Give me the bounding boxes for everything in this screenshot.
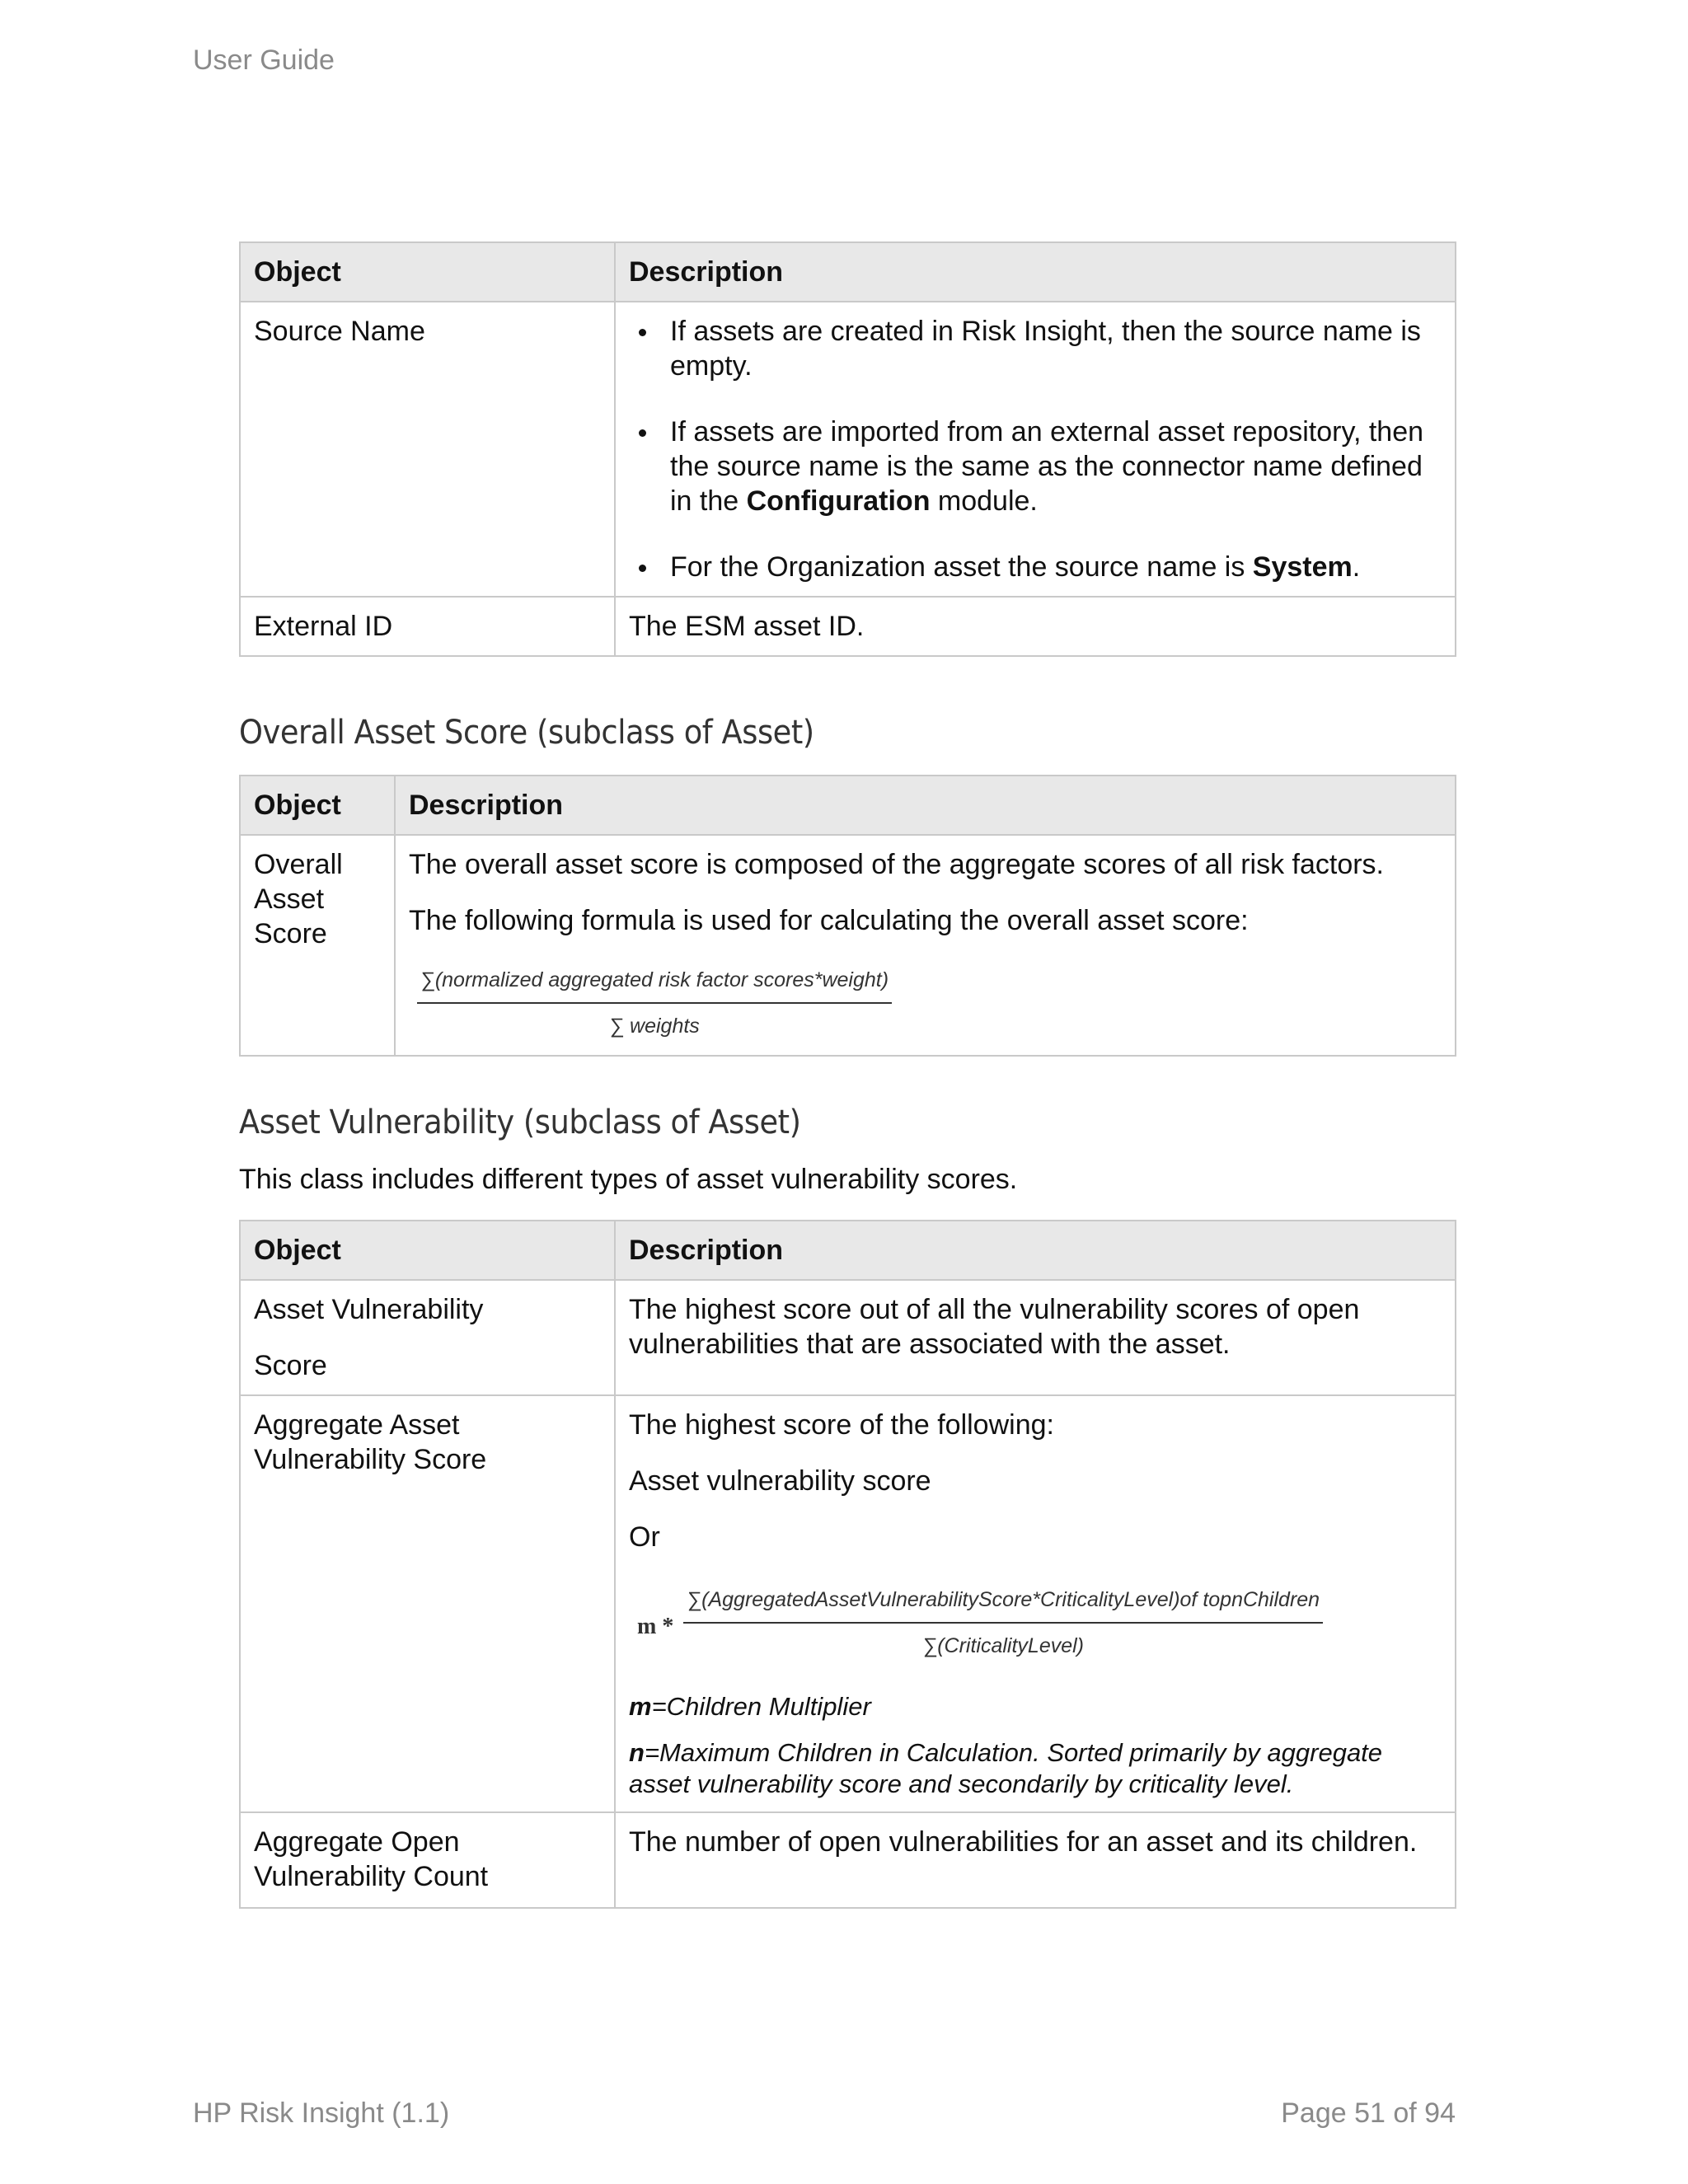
column-header-description: Description xyxy=(395,776,1456,835)
description-cell: The highest score out of all the vulnerability scores of open vulnerabilities that are associated with the asset. xyxy=(615,1280,1456,1395)
formula-denominator: ∑ weights xyxy=(609,1015,700,1038)
column-header-object: Object xyxy=(240,1221,615,1280)
bold-term: Configuration xyxy=(746,485,931,517)
asset-vulnerability-table xyxy=(239,1220,1456,1909)
variable-m: m xyxy=(629,1692,652,1721)
variable-n: n xyxy=(629,1738,645,1767)
list-item xyxy=(629,415,1442,518)
note-text: =Children Multiplier xyxy=(651,1692,871,1721)
object-cell: Aggregate Open Vulnerability Count xyxy=(240,1812,615,1908)
table-row xyxy=(240,597,1456,656)
object-cell xyxy=(240,1280,615,1395)
description-paragraph: Asset vulnerability score xyxy=(629,1465,931,1497)
table-header-row xyxy=(240,776,1456,835)
description-paragraph: Or xyxy=(629,1521,660,1553)
footer-product: HP Risk Insight (1.1) xyxy=(193,2097,450,2129)
table-row xyxy=(240,1812,1456,1908)
section-intro: This class includes different types of asset vulnerability scores. xyxy=(239,1164,1018,1195)
table-row xyxy=(240,835,1456,1056)
running-header: User Guide xyxy=(193,45,335,76)
table-header-row xyxy=(240,242,1456,302)
bold-term: System xyxy=(1252,551,1353,583)
aggregate-score-formula xyxy=(637,1582,1442,1663)
bullet-text: If assets are imported from an external asset repository, then the source name is the same as the connector name defined in the xyxy=(670,416,1424,517)
column-header-description: Description xyxy=(615,242,1456,302)
section-heading-asset-vulnerability: Asset Vulnerability (subclass of Asset) xyxy=(239,1104,801,1141)
object-cell: Overall Asset Score xyxy=(240,835,395,1056)
bullet-text: . xyxy=(1352,551,1361,583)
column-header-description: Description xyxy=(615,1221,1456,1280)
table-header-row xyxy=(240,1221,1456,1280)
formula-multiplier: m * xyxy=(637,1614,674,1639)
list-item xyxy=(629,314,1442,383)
table-row xyxy=(240,1395,1456,1812)
overall-asset-score-table xyxy=(239,775,1456,1057)
list-item xyxy=(629,550,1442,584)
formula-numerator: ∑(AggregatedAssetVulnerabilityScore*CriticalityLevel)of topnChildren xyxy=(683,1582,1323,1624)
description-paragraph: The following formula is used for calculating the overall asset score: xyxy=(409,905,1249,936)
section-heading-overall-asset-score: Overall Asset Score (subclass of Asset) xyxy=(239,714,814,752)
object-line: Asset Vulnerability xyxy=(254,1294,484,1325)
formula-numerator: ∑(normalized aggregated risk factor scores*weight) xyxy=(417,963,892,1004)
description-paragraph: The highest score of the following: xyxy=(629,1409,1054,1441)
overall-score-formula xyxy=(417,963,1442,1043)
description-paragraph: The overall asset score is composed of the aggregate scores of all risk factors. xyxy=(409,849,1384,880)
formula-note-n xyxy=(629,1737,1442,1800)
description-cell xyxy=(615,1395,1456,1812)
table-row xyxy=(240,1280,1456,1395)
formula-denominator: ∑(CriticalityLevel) xyxy=(922,1634,1085,1657)
bullet-list xyxy=(629,314,1442,584)
formula-note-m xyxy=(629,1691,1442,1722)
note-text: =Maximum Children in Calculation. Sorted primarily by aggregate asset vulnerability score and secondarily by criticality level. xyxy=(629,1738,1383,1798)
object-cell: Source Name xyxy=(240,302,615,597)
description-cell xyxy=(395,835,1456,1056)
object-line: Score xyxy=(254,1350,327,1381)
column-header-object: Object xyxy=(240,776,395,835)
bullet-text: module. xyxy=(930,485,1038,517)
footer-page-number: Page 51 of 94 xyxy=(1281,2097,1456,2129)
bullet-text: For the Organization asset the source name is xyxy=(670,551,1253,583)
column-header-object: Object xyxy=(240,242,615,302)
description-cell: The number of open vulnerabilities for an asset and its children. xyxy=(615,1812,1456,1908)
description-cell: The ESM asset ID. xyxy=(615,597,1456,656)
asset-attributes-table xyxy=(239,241,1456,657)
object-cell: External ID xyxy=(240,597,615,656)
table-row xyxy=(240,302,1456,597)
description-cell xyxy=(615,302,1456,597)
bullet-text: If assets are created in Risk Insight, then the source name is empty. xyxy=(670,316,1421,382)
object-cell: Aggregate Asset Vulnerability Score xyxy=(240,1395,615,1812)
